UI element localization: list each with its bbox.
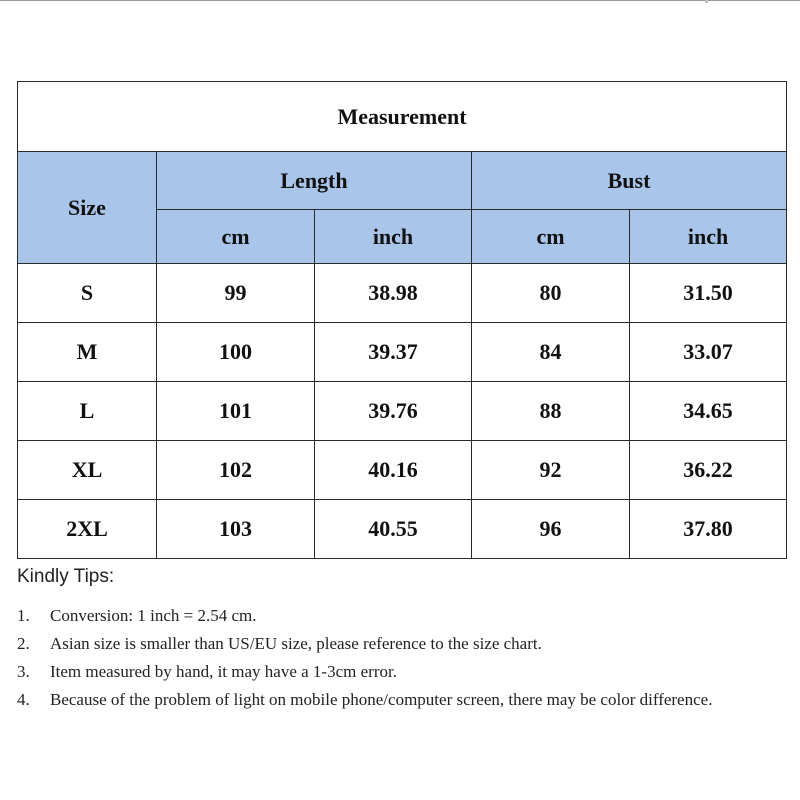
bust-inch-cell: 31.50 [630, 264, 787, 323]
list-item [17, 630, 787, 658]
tip-number: 1. [17, 606, 30, 625]
size-cell: 2XL [18, 500, 157, 559]
bust-group-header: Bust [472, 152, 787, 210]
bust-cm-cell: 96 [472, 500, 630, 559]
length-group-header: Length [157, 152, 472, 210]
bust-cm-cell: 88 [472, 382, 630, 441]
list-item [17, 602, 787, 630]
table-title: Measurement [18, 82, 787, 152]
length-inch-cell: 38.98 [315, 264, 472, 323]
tip-text: Conversion: 1 inch = 2.54 cm. [50, 606, 257, 625]
size-cell: XL [18, 441, 157, 500]
bust-inch-cell: 36.22 [630, 441, 787, 500]
bust-inch-cell: 34.65 [630, 382, 787, 441]
length-inch-cell: 40.55 [315, 500, 472, 559]
tip-number: 4. [17, 690, 30, 709]
tip-number: 3. [17, 662, 30, 681]
length-inch-cell: 40.16 [315, 441, 472, 500]
tip-text: Item measured by hand, it may have a 1-3cm error. [50, 662, 397, 681]
bust-cm-cell: 84 [472, 323, 630, 382]
length-cm-cell: 102 [157, 441, 315, 500]
length-inch-cell: 39.76 [315, 382, 472, 441]
kindly-tips-section [17, 566, 787, 714]
table-row [18, 264, 787, 323]
length-cm-cell: 99 [157, 264, 315, 323]
table-row [18, 500, 787, 559]
table-title-row [18, 82, 787, 152]
bust-cm-cell: 80 [472, 264, 630, 323]
list-item [17, 658, 787, 686]
size-cell: S [18, 264, 157, 323]
list-item [17, 686, 787, 714]
bust-cm-cell: 92 [472, 441, 630, 500]
table-row [18, 382, 787, 441]
tip-number: 2. [17, 634, 30, 653]
tip-text: Because of the problem of light on mobile phone/computer screen, there may be color difference. [50, 690, 713, 709]
table-row [18, 441, 787, 500]
tips-title: Kindly Tips: [17, 566, 115, 587]
size-cell: M [18, 323, 157, 382]
length-cm-cell: 103 [157, 500, 315, 559]
table-row [18, 323, 787, 382]
length-cm-cell: 101 [157, 382, 315, 441]
table-group-header-row [18, 152, 787, 210]
size-column-header: Size [18, 152, 157, 264]
length-cm-header: cm [157, 210, 315, 264]
size-chart-table [17, 81, 787, 559]
tip-text: Asian size is smaller than US/EU size, please reference to the size chart. [50, 634, 542, 653]
bust-inch-header: inch [630, 210, 787, 264]
top-border-line [0, 0, 800, 1]
length-cm-cell: 100 [157, 323, 315, 382]
bust-inch-cell: 33.07 [630, 323, 787, 382]
size-cell: L [18, 382, 157, 441]
bust-inch-cell: 37.80 [630, 500, 787, 559]
bust-cm-header: cm [472, 210, 630, 264]
length-inch-header: inch [315, 210, 472, 264]
top-edge-mark [702, 0, 712, 4]
length-inch-cell: 39.37 [315, 323, 472, 382]
